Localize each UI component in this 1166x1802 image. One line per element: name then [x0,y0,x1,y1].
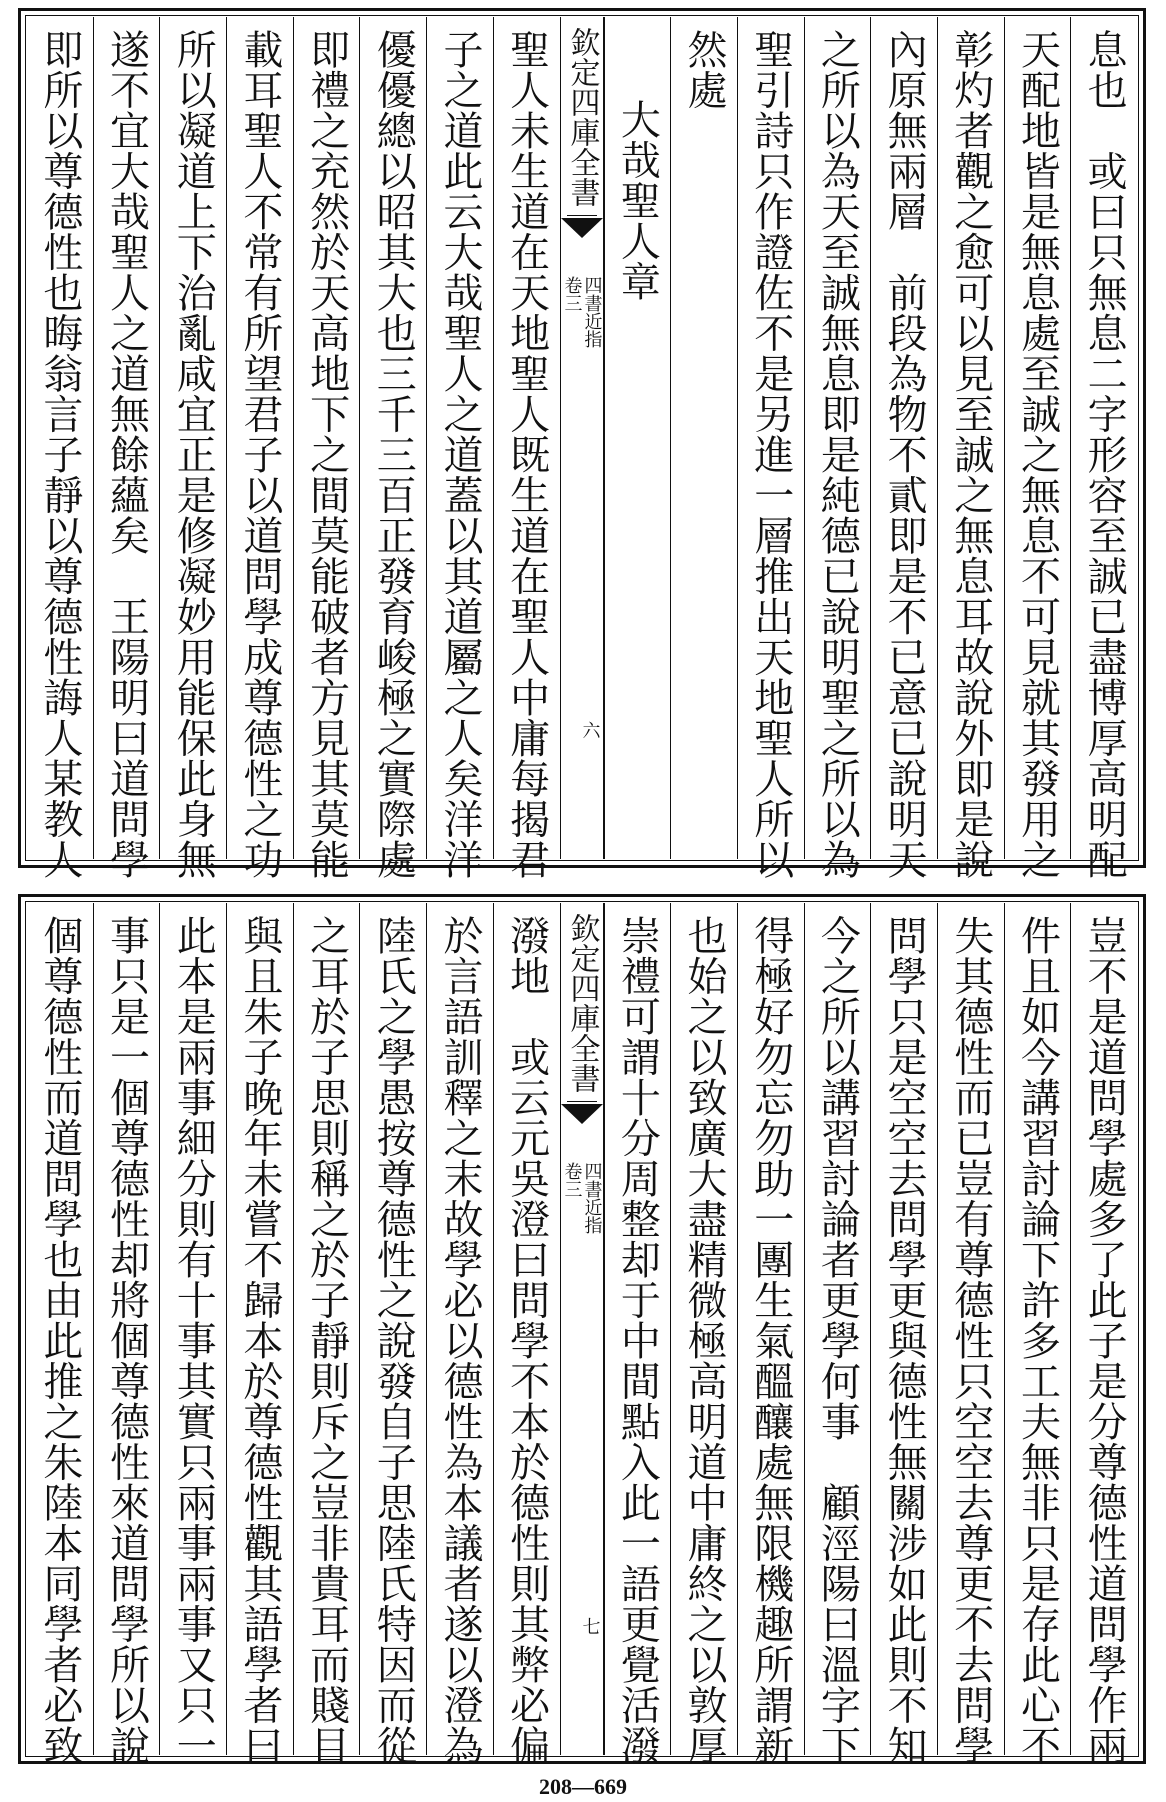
text-column: 問學只是空空去問學更與德性無關涉如此則不知 [870,903,937,1755]
text-column: 內原無兩層 前段為物不貳即是不已意已說明天 [870,17,937,859]
text-column: 天配地皆是無息處至誠之無息不可見就其發用之 [1004,17,1071,859]
text-column: 聖引詩只作證佐不是另進一層推出天地聖人所以 [737,17,804,859]
folio-number: 六 [579,721,601,739]
text-column: 豈不是道問學處多了此子是分尊德性道問學作兩 [1070,903,1137,1755]
series-title: 欽定四庫全書 [567,913,597,1102]
text-column: 潑地 或云元吳澄曰問學不本於德性則其弊必偏 [493,903,560,1755]
text-column: 所以凝道上下治亂咸宜正是修凝妙用能保此身無 [159,17,226,859]
text-column: 載耳聖人不常有所望君子以道問學成尊德性之功 [226,17,293,859]
text-column: 與且朱子晚年未嘗不歸本於尊德性觀其語學者曰 [226,903,293,1755]
chapter-heading-column [604,17,671,859]
fishtail-mark [561,1104,603,1124]
upper-folio-page [18,8,1146,880]
text-column: 之所以為天至誠無息即是純德已說明聖之所以為 [804,17,871,859]
spine-subtitle [563,1162,601,1234]
text-column: 事只是一個尊德性却將個尊德性來道問學所以說 [93,903,160,1755]
text-column: 聖人未生道在天地聖人既生道在聖人中庸每揭君 [493,17,560,859]
center-spine [560,17,604,859]
text-column: 於言語訓釋之末故學必以德性為本議者遂以澄為 [426,903,493,1755]
book-title: 四書近指 [581,276,603,348]
spine-subtitle [563,276,601,348]
text-column: 件且如今講習討論下許多工夫無非只是存此心不 [1004,903,1071,1755]
text-column: 也始之以致廣大盡精微極高明道中庸終之以敦厚 [670,903,737,1755]
text-column: 得極好勿忘勿助一團生氣醞釀處無限機趣所謂新 [737,903,804,1755]
text-column: 此本是兩事細分則有十事其實只兩事兩事又只一 [159,903,226,1755]
series-title: 欽定四庫全書 [567,27,597,216]
text-column: 即所以尊德性也晦翁言子靜以尊德性誨人某教人 [36,29,83,880]
text-column: 遂不宜大哉聖人之道無餘蘊矣 王陽明曰道問學 [93,17,160,859]
text-column: 今之所以講習討論者更學何事 顧涇陽曰溫字下 [804,903,871,1755]
text-column: 陸氏之學愚按尊德性之說發自子思陸氏特因而從 [359,903,426,1755]
text-column: 息也 或曰只無息二字形容至誠已盡博厚高明配 [1070,17,1137,859]
text-column: 即禮之充然於天高地下之間莫能破者方見其莫能 [293,17,360,859]
book-title: 四書近指 [581,1162,603,1234]
text-column: 然處 [670,17,737,859]
center-spine [560,903,604,1755]
chapter-heading: 大哉聖人章 [614,99,661,302]
page-number: 208—669 [539,1774,627,1799]
text-column: 彰灼者觀之愈可以見至誠之無息耳故說外即是說 [937,17,1004,859]
fishtail-mark [561,218,603,238]
volume-label: 卷三 [561,1162,583,1198]
text-column: 之耳於子思則稱之於子靜則斥之豈非貴耳而賤目 [293,903,360,1755]
text-column: 崇禮可謂十分周整却于中間點入此一語更覺活潑 [604,903,671,1755]
text-column: 失其德性而已豈有尊德性只空空去尊更不去問學 [937,903,1004,1755]
text-column: 個尊德性而道問學也由此推之朱陸本同學者必致 [36,915,83,1766]
text-column: 優優總以昭其大也三千三百正發育峻極之實際處 [359,17,426,859]
lower-folio-page [18,894,1146,1764]
folio-number: 七 [579,1617,601,1635]
text-column: 子之道此云大哉聖人之道蓋以其道屬之人矣洋洋 [426,17,493,859]
volume-label: 卷三 [561,276,583,312]
